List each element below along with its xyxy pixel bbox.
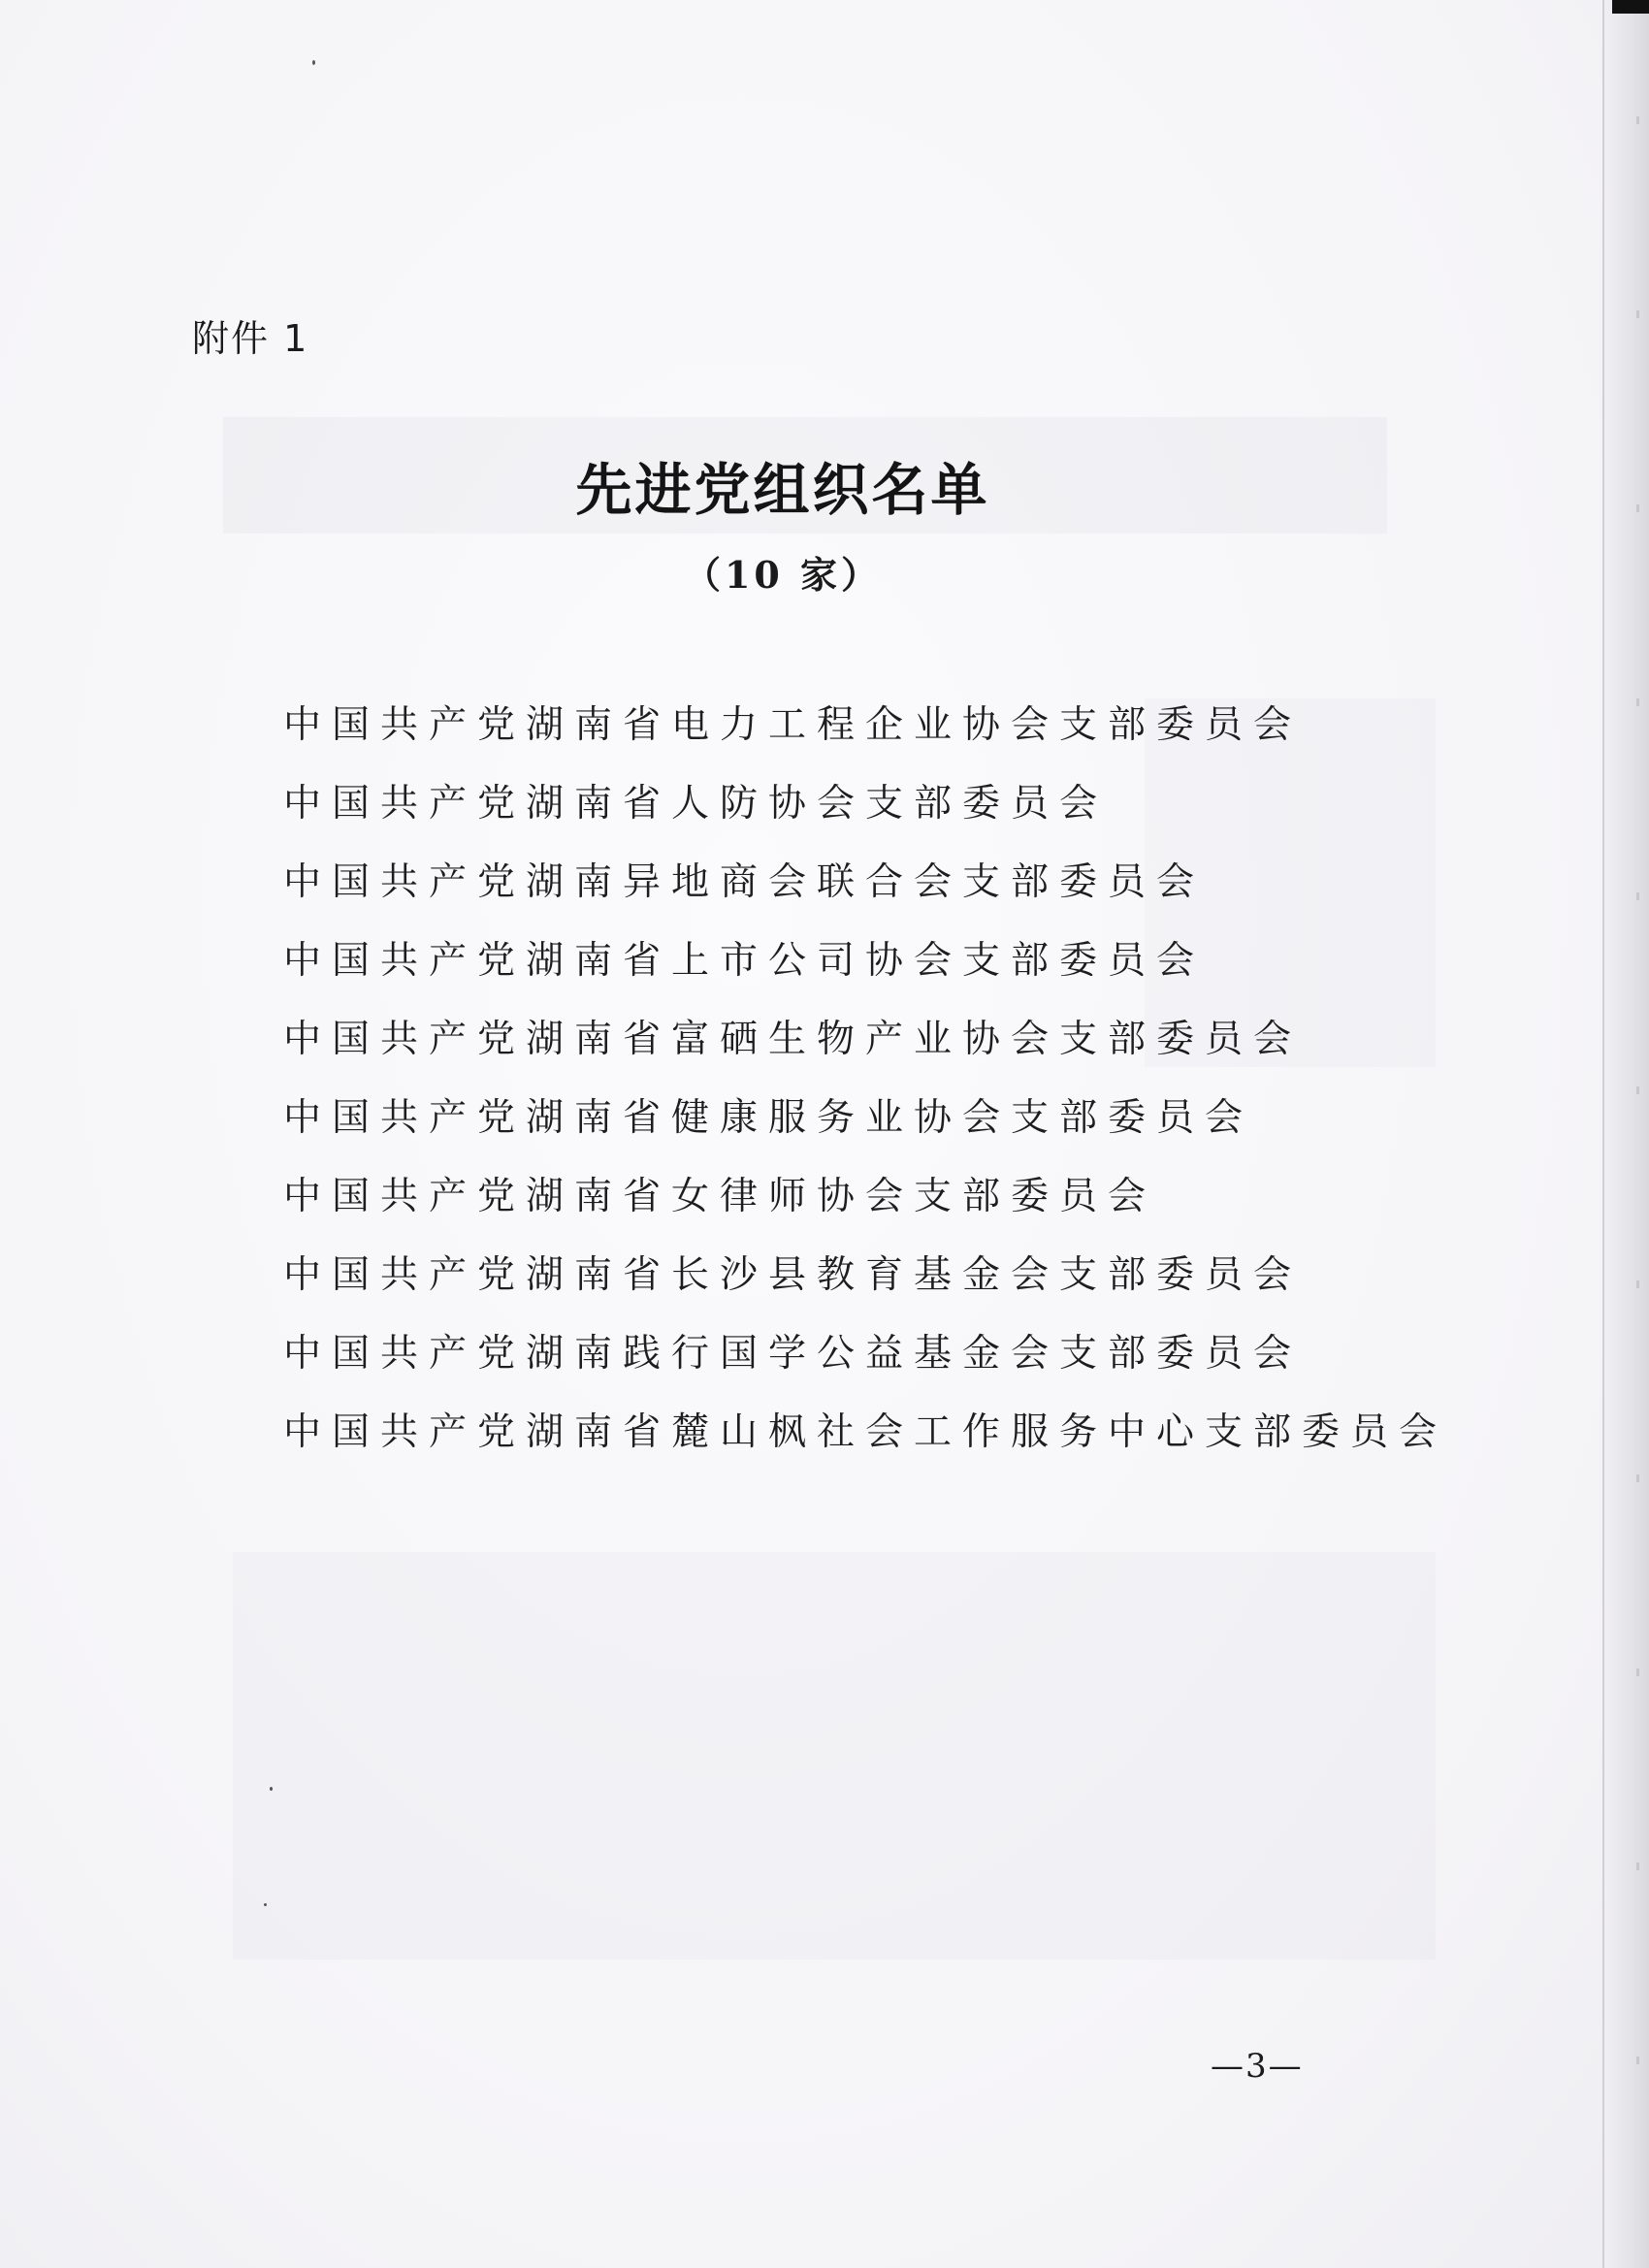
organization-item: 中国共产党湖南省健康服务业协会支部委员会 (283, 1096, 1254, 1140)
page-number: —3— (1211, 2047, 1304, 2086)
scan-corner-mark (1612, 0, 1649, 14)
edge-perforation (1636, 892, 1639, 900)
scan-edge (1602, 0, 1649, 2268)
edge-perforation (1636, 504, 1639, 512)
organization-item: 中国共产党湖南省上市公司协会支部委员会 (283, 939, 1206, 983)
edge-perforation (1636, 1280, 1639, 1288)
scan-speck (270, 1787, 273, 1791)
organization-item: 中国共产党湖南践行国学公益基金会支部委员会 (283, 1332, 1303, 1376)
organization-item: 中国共产党湖南省富硒生物产业协会支部委员会 (283, 1018, 1303, 1061)
scan-speck (264, 1903, 267, 1906)
edge-perforation (1636, 116, 1639, 124)
bleed-through-shadow (233, 1552, 1436, 1960)
organization-item: 中国共产党湖南省女律师协会支部委员会 (283, 1175, 1157, 1218)
scan-speck (312, 60, 315, 65)
attachment-label: 附件 1 (192, 317, 309, 360)
edge-perforation (1636, 1474, 1639, 1482)
organization-list (283, 698, 1447, 1484)
edge-perforation (1636, 2057, 1639, 2064)
organization-item: 中国共产党湖南省人防协会支部委员会 (283, 782, 1109, 826)
page-title: 先进党组织名单 (575, 457, 990, 523)
edge-perforation (1636, 1669, 1639, 1676)
edge-perforation (1636, 698, 1639, 706)
edge-perforation (1636, 310, 1639, 318)
edge-perforation (1636, 1086, 1639, 1094)
edge-perforation (1636, 1863, 1639, 1870)
organization-item: 中国共产党湖南省长沙县教育基金会支部委员会 (283, 1253, 1303, 1297)
page-subtitle: （10 家） (683, 553, 883, 597)
organization-item: 中国共产党湖南省麓山枫社会工作服务中心支部委员会 (283, 1410, 1448, 1454)
organization-item: 中国共产党湖南异地商会联合会支部委员会 (283, 860, 1206, 904)
organization-item: 中国共产党湖南省电力工程企业协会支部委员会 (283, 703, 1303, 747)
